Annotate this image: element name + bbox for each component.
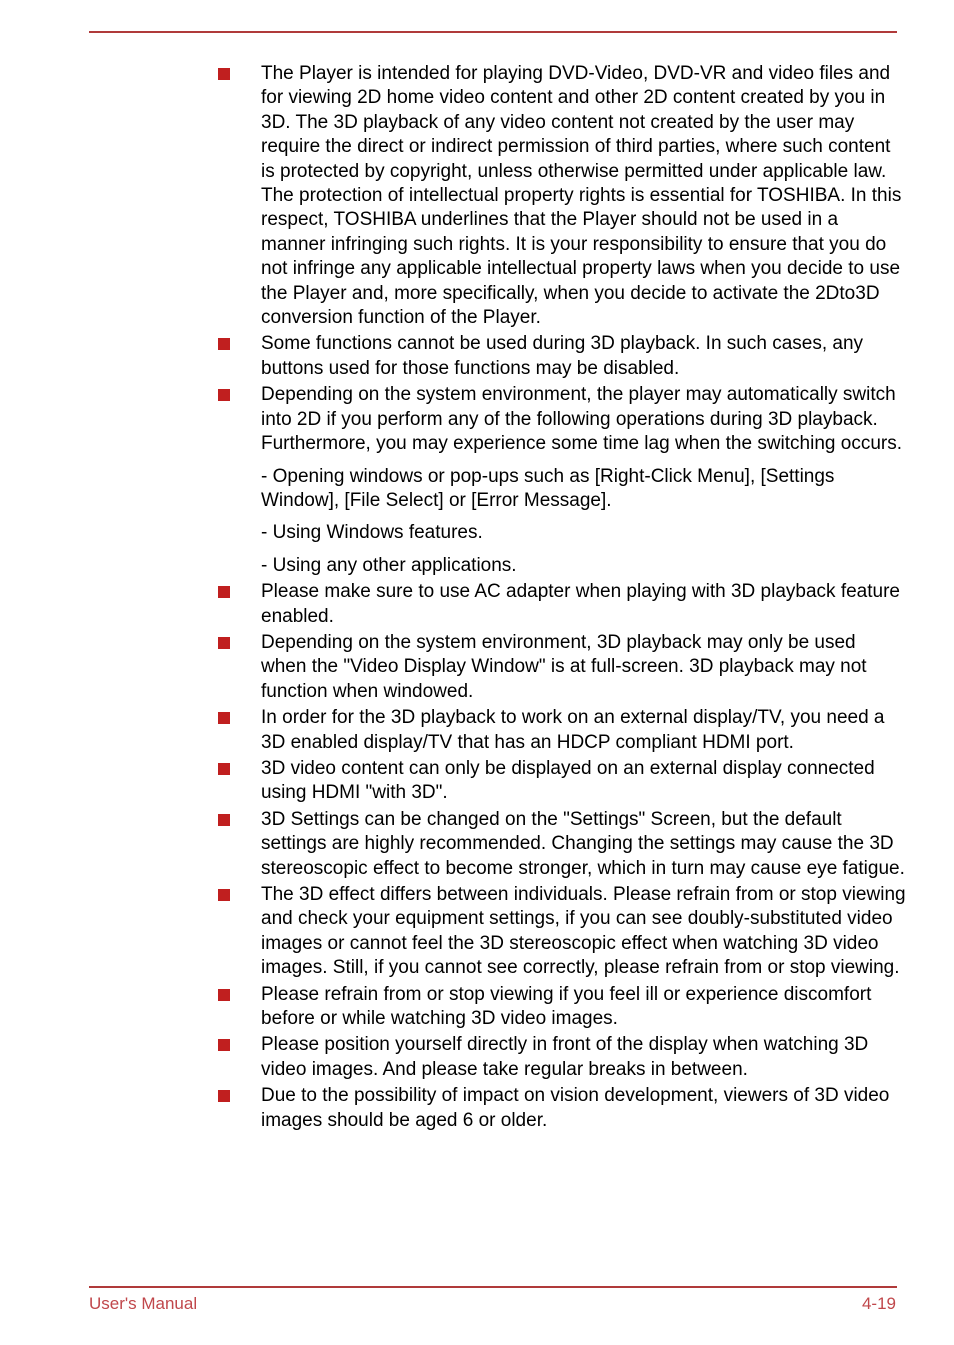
list-item-text: Some functions cannot be used during 3D playback. In such cases, any buttons used for those functions may be disabled. bbox=[261, 333, 864, 379]
list-item bbox=[216, 757, 906, 806]
square-bullet-icon bbox=[218, 637, 230, 649]
square-bullet-icon bbox=[218, 814, 230, 826]
list-item-text: Depending on the system environment, 3D playback may only be used when the "Video Display Window" is at full-screen. 3D playback may not function when windowed. bbox=[261, 631, 867, 702]
bullet-list bbox=[216, 62, 906, 1135]
list-item bbox=[216, 580, 906, 629]
list-item-text: Please position yourself directly in front of the display when watching 3D video images. And please take regular breaks in between. bbox=[261, 1034, 869, 1080]
list-item-text: 3D video content can only be displayed on an external display connected using HDMI "with 3D". bbox=[261, 757, 875, 804]
footer-rule bbox=[89, 1286, 897, 1288]
list-item-text: Depending on the system environment, the player may automatically switch into 2D if you perform any of the following operations during 3D playback. Furthermore, you may experience some time lag when the switching occurs. bbox=[261, 384, 902, 455]
list-item-text: The Player is intended for playing DVD-Video, DVD-VR and video files and for viewing 2D home video content and other 2D content created by you in 3D. The 3D playback of any video content not created by the user may require the direct or indirect permission of third parties, where such content is protected by copyright, unless otherwise permitted under applicable law. The protection of intellectual property rights is essential for TOSHIBA. In this respect, TOSHIBA underlines that the Player should not be used in a manner infringing such rights. It is your responsibility to ensure that you do not infringe any applicable intellectual property laws when you decide to use the Player and, more specifically, when you decide to activate the 2Dto3D conversion function of the Player. bbox=[261, 63, 902, 329]
header-rule bbox=[89, 31, 897, 33]
square-bullet-icon bbox=[218, 68, 230, 80]
square-bullet-icon bbox=[218, 889, 230, 901]
list-item-text: Please make sure to use AC adapter when playing with 3D playback feature enabled. bbox=[261, 581, 900, 627]
list-item bbox=[216, 1033, 906, 1082]
sub-item: - Opening windows or pop-ups such as [Right-Click Menu], [Settings Window], [File Select] or [Error Message]. bbox=[261, 465, 835, 511]
list-item bbox=[216, 883, 906, 981]
list-item-text: In order for the 3D playback to work on an external display/TV, you need a 3D enabled display/TV that has an HDCP compliant HDMI port. bbox=[261, 707, 885, 753]
list-item bbox=[216, 706, 906, 755]
list-item bbox=[216, 332, 906, 381]
list-item bbox=[216, 62, 906, 330]
square-bullet-icon bbox=[218, 712, 230, 724]
list-item bbox=[216, 631, 906, 704]
square-bullet-icon bbox=[218, 586, 230, 598]
list-item-text: 3D Settings can be changed on the "Settings" Screen, but the default settings are highly recommended. Changing the settings may cause the 3D stereoscopic effect to become stronger, which in turn may cause eye fatigue. bbox=[261, 808, 905, 879]
square-bullet-icon bbox=[218, 763, 230, 775]
sub-item: - Using Windows features. bbox=[261, 522, 483, 544]
sub-item: - Using any other applications. bbox=[261, 554, 517, 576]
list-item bbox=[216, 1084, 906, 1133]
list-item-text: Due to the possibility of impact on vision development, viewers of 3D video images should be aged 6 or older. bbox=[261, 1085, 890, 1131]
square-bullet-icon bbox=[218, 989, 230, 1001]
square-bullet-icon bbox=[218, 338, 230, 350]
footer-manual-title: User's Manual bbox=[89, 1294, 198, 1313]
list-item-text: The 3D effect differs between individuals. Please refrain from or stop viewing and check your equipment settings, if you can see doubly-substituted video images or cannot feel the 3D stereoscopic effect when watching 3D video images. Still, if you cannot see correctly, please refrain from or stop viewing. bbox=[261, 884, 906, 979]
page-number: 4-19 bbox=[861, 1294, 896, 1313]
list-item bbox=[216, 383, 906, 456]
list-item bbox=[216, 808, 906, 881]
square-bullet-icon bbox=[218, 1039, 230, 1051]
list-item bbox=[216, 983, 906, 1032]
list-item-text: Please refrain from or stop viewing if you feel ill or experience discomfort before or while watching 3D video images. bbox=[261, 983, 872, 1030]
square-bullet-icon bbox=[218, 1090, 230, 1102]
square-bullet-icon bbox=[218, 389, 230, 401]
